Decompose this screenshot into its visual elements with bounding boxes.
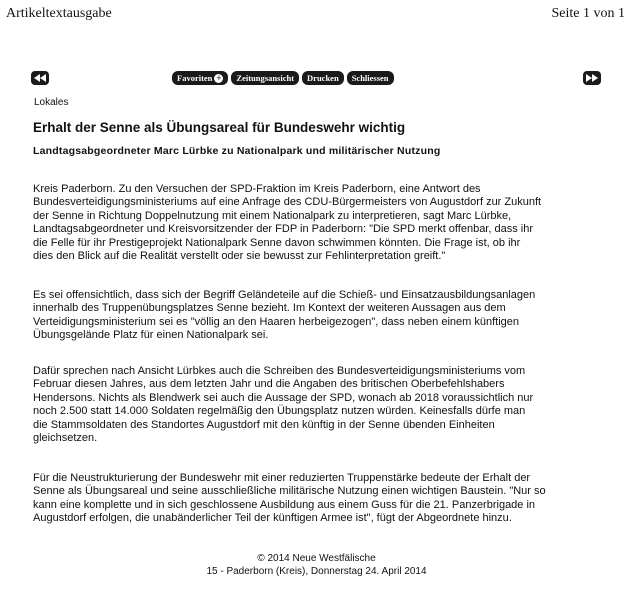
text-line: dies den Blick auf die Realität verstellt oder sie bewusst zur Fehlinterpretation greift." [33, 250, 446, 263]
text-line: Februar diesen Jahres, aus dem letzten Jahr und die Angaben des britischen Oberbefehlshabers [33, 378, 505, 391]
close-label: Schliessen [351, 73, 389, 83]
toolbar [172, 71, 394, 85]
text-line: Dafür sprechen nach Ansicht Lürbkes auch die Schreiben des Bundesverteidigungsministeriums vom [33, 365, 526, 377]
article-subheadline: Landtagsabgeordneter Marc Lürbke zu Nationalpark und militärischer Nutzung [33, 145, 441, 157]
text-line: innerhalb des Truppenübungsplatzes Senne bezieht. Im Kontext der weiteren Aussagen aus dem [33, 302, 506, 315]
text-line: Senne als Übungsareal und seine ausschließliche militärische Nutzung einen wichtigen Baustein. "Nur so [33, 485, 546, 498]
article-paragraph [33, 183, 603, 263]
double-left-arrow-icon [34, 74, 46, 82]
text-line: Kreis Paderborn. Zu den Versuchen der SPD-Fraktion im Kreis Paderborn, eine Antwort des [33, 183, 481, 195]
print-header-page: Seite 1 von 1 [551, 6, 625, 21]
text-line: Augustdorf erfolgen, die unabänderlicher Teil der künftigen Armee ist", fügt der Abgeordnete hinzu. [33, 512, 512, 525]
previous-article-button[interactable] [31, 71, 49, 85]
newspaper-view-button[interactable] [231, 71, 299, 85]
article-headline: Erhalt der Senne als Übungsareal für Bundeswehr wichtig [33, 120, 406, 135]
double-right-arrow-icon [586, 74, 598, 82]
text-line: Für die Neustrukturierung der Bundeswehr mit einer reduzierten Truppenstärke bedeute der Erhalt der [33, 472, 531, 484]
text-line: Es sei offensichtlich, dass sich der Begriff Geländeteile auf die Schieß- und Einsatzausbildungsanlagen [33, 289, 536, 301]
print-button[interactable] [302, 71, 344, 85]
article-paragraph [33, 289, 603, 343]
favorites-button[interactable] [172, 71, 228, 85]
text-line: der Senne in Richtung Doppelnutzung mit einem Nationalpark zu interpretieren, sagt Marc Lürbke, [33, 209, 512, 222]
copyright-line: © 2014 Neue Westfälische [257, 553, 376, 564]
issue-line: 15 - Paderborn (Kreis), Donnerstag 24. April 2014 [206, 566, 427, 577]
section-label: Lokales [34, 97, 69, 108]
print-header-title: Artikeltextausgabe [6, 6, 112, 21]
article-footer [0, 552, 633, 578]
text-line: Übungsgelände Platz für einen Nationalpark sei. [33, 329, 269, 342]
print-label: Drucken [307, 73, 339, 83]
newspaper-view-label: Zeitungsansicht [236, 73, 295, 83]
plus-circle-icon: + [216, 72, 222, 83]
text-line: Bundesverteidigungsministeriums auf eine Anfrage des CDU-Bürgermeisters von Augustdorf zur Zukunft [33, 196, 542, 209]
text-line: die Stammsoldaten des Standortes Augustdorf mit den künftig in der Senne übenden Einheiten [33, 418, 495, 431]
text-line: noch 2.500 statt 14.000 Soldaten regelmäßig den Übungsplatz nutzen würden. Keinesfalls dürfe man [33, 405, 526, 418]
text-line: Landtagsabgeordneter und Kreisvorsitzender der FDP in Paderborn: "Die SPD merkt offenbar, dass ihr [33, 223, 533, 236]
article-paragraph [33, 365, 603, 445]
text-line: die Felle für ihr Prestigeprojekt Nationalpark Senne davon schwimmen könnten. Die Frage ist, ob ihr [33, 236, 521, 249]
text-line: Verteidigungsministerium sei es "völlig an den Haaren herbeigezogen", dass neben einem künftigen [33, 315, 519, 328]
close-button[interactable] [347, 71, 394, 85]
text-line: Hendersons. Nichts als Blendwerk sei auch die Aussage der SPD, wonach ab 2018 voraussichtlich nur [33, 391, 534, 404]
text-line: kann eine komplette und in sich geschlossene Ausbildung aus einem Guss für die 21. Panzerbrigade in [33, 498, 536, 511]
text-line: gleichsetzen. [33, 432, 98, 445]
favorites-label: Favoriten [177, 73, 213, 83]
next-article-button[interactable] [583, 71, 601, 85]
article-paragraph [33, 472, 603, 526]
